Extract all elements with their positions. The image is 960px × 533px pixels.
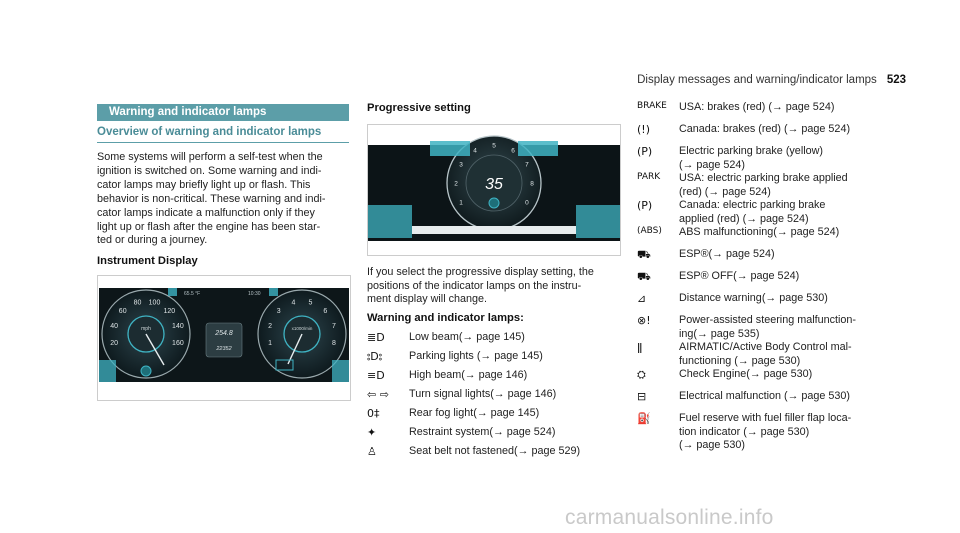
scale-label: 0 — [525, 199, 529, 207]
lamp-icon: (!) — [637, 123, 650, 136]
lamp-row — [637, 292, 907, 314]
para-line: cator lamps indicate a malfunction only if they — [97, 206, 315, 219]
lamp-row — [637, 199, 907, 226]
scale-label: 8 — [331, 340, 336, 347]
lamp-text-line: Check Engine(→ page 530) — [679, 368, 813, 380]
lamp-text-line: Electric parking brake (yellow) — [679, 145, 824, 157]
lamp-icon: ⛽ — [637, 412, 651, 425]
lamp-text-line: Turn signal lights(→ page 146) — [409, 388, 557, 400]
scale-label: 1 — [268, 340, 273, 347]
page-number: 523 — [886, 74, 906, 86]
warning-lamp-icon — [489, 198, 499, 208]
lamp-description — [409, 445, 580, 459]
trip-value: 254.8 — [215, 330, 233, 337]
para-line: ted or during a journey. — [97, 234, 208, 247]
temp-readout: 65.5 °F — [184, 291, 201, 297]
left-unit: mph — [141, 326, 151, 332]
lamp-text-line: ing(→ page 535) — [679, 327, 760, 340]
lamp-row — [637, 341, 907, 368]
scale-label: 2 — [454, 180, 458, 188]
intro-paragraph — [97, 151, 349, 269]
scale-label: 6 — [511, 147, 515, 155]
lamp-zone-highlight — [518, 141, 558, 156]
lamp-icon: ⛟ — [637, 270, 651, 283]
lamp-row — [367, 445, 627, 464]
lamp-description — [409, 426, 555, 440]
running-header — [637, 74, 906, 86]
lamp-description — [679, 368, 812, 382]
lamp-icon: PARK — [637, 172, 661, 182]
section-subtitle: Overview of warning and indicator lamps — [97, 126, 322, 138]
scale-label: 100 — [148, 299, 161, 307]
lamp-icon: ⛟ — [637, 248, 651, 261]
scale-label: 4 — [473, 147, 477, 155]
lamp-icon: BRAKE — [637, 101, 667, 111]
lamp-text-line: AIRMATIC/Active Body Control mal- — [679, 341, 852, 353]
lamp-row — [367, 426, 627, 445]
cluster-illustration — [98, 276, 350, 400]
lamp-row — [637, 226, 907, 248]
progressive-title: Progressive setting — [367, 102, 471, 114]
lamp-text-line: Canada: electric parking brake — [679, 199, 826, 211]
scale-label: 7 — [525, 161, 529, 169]
lamp-list-middle — [367, 331, 627, 464]
para-line: If you select the progressive display setting, the — [367, 266, 594, 278]
progressive-illustration — [368, 125, 620, 255]
scale-label: 80 — [133, 299, 142, 307]
lamp-text-line: Canada: brakes (red) (→ page 524) — [679, 123, 851, 135]
lamp-text-line: Distance warning(→ page 530) — [679, 292, 828, 304]
lamp-text-line: Rear fog light(→ page 145) — [409, 407, 540, 419]
lamp-description — [679, 412, 851, 453]
right-unit: x1000/min — [291, 326, 313, 331]
scale-label: 120 — [163, 308, 176, 316]
scale-label: 5 — [308, 299, 313, 307]
lamp-text-line: Low beam(→ page 145) — [409, 331, 525, 343]
para-line: ment display will change. — [367, 293, 488, 305]
lamp-description — [409, 369, 527, 383]
lamp-row — [637, 412, 907, 453]
lamp-description — [679, 172, 848, 199]
lamp-text-line: Fuel reserve with fuel filler flap loca- — [679, 412, 852, 424]
lamp-zone-highlight — [99, 360, 116, 382]
scale-label: 20 — [110, 340, 118, 347]
speed-readout: 35 — [485, 176, 503, 193]
lamp-text-line: Seat belt not fastened(→ page 529) — [409, 445, 581, 457]
lamp-description — [679, 199, 825, 226]
lamp-row — [637, 123, 907, 145]
lamp-zone-highlight — [269, 288, 278, 296]
lamp-icon: ǁ — [637, 341, 643, 354]
lamp-icon: ⇦ ⇨ — [367, 388, 389, 401]
lamp-text-line: Parking lights (→ page 145) — [409, 350, 543, 362]
lamp-text-line: Power-assisted steering malfunction- — [679, 314, 857, 326]
para-line: positions of the indicator lamps on the instru- — [367, 279, 582, 292]
section-title: Warning and indicator lamps — [97, 104, 349, 121]
lamp-text-line: ESP®(→ page 524) — [679, 248, 775, 260]
lamp-icon: (ABS) — [637, 226, 662, 236]
lamp-text-line: USA: brakes (red) (→ page 524) — [679, 101, 835, 113]
lamp-icon: ✦ — [367, 426, 377, 439]
lamp-icon: 0‡ — [367, 407, 380, 420]
lamp-list-right — [637, 101, 907, 453]
time-readout: 10:30 — [248, 291, 261, 297]
para-line: behavior is non-critical. These warning and indi- — [97, 192, 326, 205]
header-title: Display messages and warning/indicator lamps — [637, 74, 877, 86]
lamp-icon: (P) — [637, 145, 653, 158]
para-line: ignition is switched on. Some warning and indi- — [97, 164, 322, 177]
scale-label: 7 — [331, 323, 336, 330]
watermark: carmanualsonline.info — [565, 506, 774, 529]
lamp-icon: ⦂D⦂ — [367, 350, 383, 363]
scale-label: 2 — [268, 323, 273, 330]
progressive-paragraph — [367, 266, 627, 325]
lamp-zone-highlight — [332, 360, 349, 382]
instrument-cluster-figure — [97, 275, 351, 401]
lamp-description — [409, 388, 556, 402]
lamp-row — [367, 407, 627, 426]
lamp-icon: ⊗! — [637, 314, 651, 327]
lamps-heading: Warning and indicator lamps: — [367, 311, 524, 324]
progressive-figure — [367, 124, 621, 256]
warning-lamp-icon — [141, 366, 151, 376]
lamp-row — [637, 270, 907, 292]
lamp-icon: ⊿ — [637, 292, 647, 305]
instrument-display-heading: Instrument Display — [97, 255, 198, 268]
lamp-row — [637, 390, 907, 412]
scale-label: 6 — [323, 308, 328, 316]
lamp-description — [679, 226, 839, 240]
lamp-icon: ≣D — [367, 331, 385, 344]
lamp-description — [409, 407, 539, 421]
scale-label: 8 — [530, 180, 534, 188]
odo-value: 22352 — [216, 346, 232, 352]
lamp-description — [679, 123, 850, 137]
lamp-text-line: applied (red) (→ page 524) — [679, 212, 809, 225]
lamp-text-line: Restraint system(→ page 524) — [409, 426, 556, 438]
lamp-row — [637, 145, 907, 172]
scale-label: 60 — [118, 308, 127, 316]
lamp-text-line: functioning (→ page 530) — [679, 354, 801, 367]
lamp-icon: ≡D — [367, 369, 385, 382]
para-line: Some systems will perform a self-test when the — [97, 151, 323, 163]
scale-label: 40 — [110, 323, 118, 330]
lamp-icon: (P) — [637, 199, 653, 212]
lamp-row — [637, 172, 907, 199]
lamp-text-line: (→ page 530) — [679, 439, 746, 451]
lamp-icon: ⛭ — [637, 368, 646, 381]
lamp-text-line: High beam(→ page 146) — [409, 369, 528, 381]
lamp-description — [679, 145, 823, 172]
lamp-zone-highlight — [430, 141, 470, 156]
lamp-description — [679, 270, 799, 284]
lamp-description — [409, 331, 525, 345]
scale-label: 3 — [276, 308, 281, 316]
para-line: light up or flash after the engine has been star- — [97, 220, 321, 233]
scale-label: 3 — [459, 161, 463, 169]
lamp-row — [637, 101, 907, 123]
lamp-text-line: ESP® OFF(→ page 524) — [679, 270, 800, 282]
lamp-description — [409, 350, 543, 364]
scale-label: 1 — [459, 199, 463, 207]
lamp-text-line: (red) (→ page 524) — [679, 185, 771, 198]
lamp-description — [679, 292, 828, 306]
lamp-zone-highlight — [576, 205, 620, 238]
lamp-text-line: tion indicator (→ page 530) — [679, 425, 810, 438]
lamp-icon: ♙ — [367, 445, 377, 458]
lamp-row — [367, 369, 627, 388]
lamp-row — [637, 314, 907, 341]
lamp-row — [637, 248, 907, 270]
scale-label: 4 — [291, 299, 296, 307]
lamp-row — [367, 331, 627, 350]
lamp-icon: ⊟ — [637, 390, 647, 403]
lamp-row — [367, 350, 627, 369]
status-bar — [412, 226, 576, 234]
lamp-text-line: ABS malfunctioning(→ page 524) — [679, 226, 840, 238]
lamp-description — [679, 314, 856, 341]
subtitle-rule — [97, 142, 349, 143]
lamp-text-line: Electrical malfunction (→ page 530) — [679, 390, 851, 402]
scale-label: 5 — [492, 142, 496, 150]
lamp-description — [679, 248, 775, 262]
lamp-text-line: (→ page 524) — [679, 158, 746, 171]
lamp-description — [679, 101, 834, 115]
lamp-text-line: USA: electric parking brake applied — [679, 172, 848, 184]
lamp-row — [637, 368, 907, 390]
lamp-zone-highlight — [168, 288, 177, 296]
para-line: cator lamps may briefly light up or flash. This — [97, 178, 311, 191]
lamp-description — [679, 341, 852, 368]
lamp-description — [679, 390, 850, 404]
scale-label: 140 — [172, 323, 184, 330]
lamp-row — [367, 388, 627, 407]
lamp-zone-highlight — [368, 205, 412, 238]
scale-label: 160 — [172, 340, 184, 347]
